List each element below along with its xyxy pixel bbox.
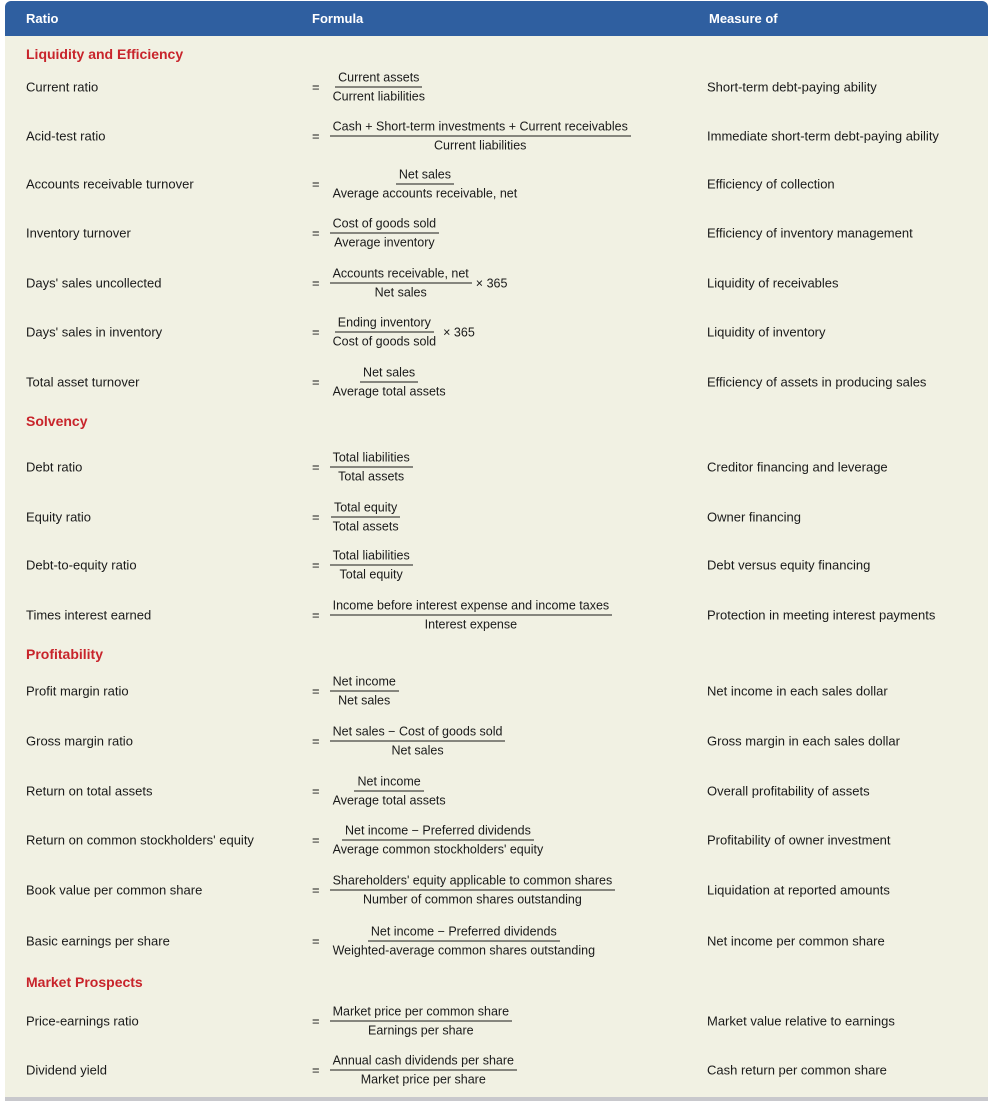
ratio-name: Book value per common share [26,882,203,898]
ratio-table [5,1,988,1097]
formula-denominator: Total equity [339,567,403,582]
table-row [5,591,988,639]
fraction [330,874,616,907]
table-row [5,717,988,765]
formula [312,451,413,484]
formula [312,501,402,534]
equals-sign: = [312,128,320,144]
formula [312,217,439,250]
equals-sign: = [312,324,320,340]
formula [312,366,449,399]
table-row [5,63,988,111]
formula-denominator: Number of common shares outstanding [362,892,582,907]
measure-of: Efficiency of inventory management [707,225,913,241]
formula-numerator: Annual cash dividends per share [330,1054,517,1071]
table-row [5,917,988,965]
fraction [330,675,399,708]
header-formula: Formula [312,11,364,26]
formula-numerator: Ending inventory [335,316,434,333]
measure-of: Liquidity of inventory [707,324,826,340]
table-row [5,667,988,715]
formula-denominator: Net sales [391,743,444,758]
fraction [330,501,402,534]
measure-of: Net income in each sales dollar [707,683,888,699]
formula [312,824,546,857]
ratio-name: Profit margin ratio [26,683,129,699]
formula-numerator: Market price per common share [330,1005,512,1022]
formula-numerator: Net income − Preferred dividends [342,824,534,841]
ratio-name: Accounts receivable turnover [26,176,194,192]
measure-of: Net income per common share [707,933,885,949]
table-header [5,1,988,36]
formula [312,599,612,632]
measure-of: Debt versus equity financing [707,557,871,573]
measure-of: Creditor financing and leverage [707,459,888,475]
fraction [330,217,440,250]
equals-sign: = [312,607,320,623]
ratio-name: Days' sales in inventory [26,324,163,340]
multiplier: × 365 [475,276,508,290]
ratio-name: Debt-to-equity ratio [26,557,137,573]
formula-denominator: Weighted-average common shares outstanding [332,943,596,958]
measure-of: Gross margin in each sales dollar [707,733,900,749]
equals-sign: = [312,509,320,525]
ratio-name: Gross margin ratio [26,733,133,749]
table-bottom-border [5,1097,988,1101]
formula-numerator: Accounts receivable, net [330,267,472,284]
table-row [5,308,988,356]
equals-sign: = [312,79,320,95]
formula [312,1005,512,1038]
ratio-name: Equity ratio [26,509,92,525]
measure-of: Liquidity of receivables [707,275,839,291]
formula [312,675,399,708]
formula-denominator: Cost of goods sold [332,334,437,349]
formula-numerator: Net sales [360,366,418,383]
formula-denominator: Current liabilities [434,138,527,153]
section-heading: Profitability [26,646,104,662]
table-row [5,1046,988,1094]
formula-numerator: Total liabilities [330,549,413,566]
equals-sign: = [312,176,320,192]
fraction [330,451,413,484]
equals-sign: = [312,459,320,475]
formula-denominator: Net sales [338,693,391,708]
fraction [330,725,506,758]
table-row [5,112,988,160]
equals-sign: = [312,1062,320,1078]
formula-numerator: Net income [330,675,399,692]
formula-denominator: Interest expense [424,617,518,632]
formula-numerator: Net income − Preferred dividends [368,925,560,942]
equals-sign: = [312,557,320,573]
measure-of: Liquidation at reported amounts [707,882,890,898]
formula [312,316,475,349]
table-row [5,443,988,491]
fraction [330,549,413,582]
ratio-name: Current ratio [26,79,99,95]
formula [312,1054,517,1087]
formula-denominator: Average total assets [332,384,446,399]
equals-sign: = [312,1013,320,1029]
measure-of: Profitability of owner investment [707,832,891,848]
fraction [330,925,598,958]
formula-denominator: Average common stockholders' equity [332,842,544,857]
equals-sign: = [312,275,320,291]
formula-denominator: Average accounts receivable, net [332,186,518,201]
fraction [330,71,428,104]
ratio-name: Inventory turnover [26,225,131,241]
equals-sign: = [312,832,320,848]
fraction [330,267,472,300]
formula-numerator: Net sales − Cost of goods sold [330,725,506,742]
fraction [330,824,547,857]
fraction [330,599,613,632]
formula-numerator: Net sales [396,168,454,185]
table-row [5,866,988,914]
formula [312,775,449,808]
table-row [5,259,988,307]
formula-denominator: Market price per share [360,1072,486,1087]
fraction [330,1005,512,1038]
formula-denominator: Net sales [374,285,427,300]
measure-of: Owner financing [707,509,801,525]
ratio-name: Return on common stockholders' equity [26,832,254,848]
section-heading: Market Prospects [26,974,143,990]
equals-sign: = [312,374,320,390]
formula-denominator: Total assets [332,519,399,534]
section-heading: Liquidity and Efficiency [26,46,184,62]
formula-numerator: Cost of goods sold [330,217,440,234]
ratio-name: Times interest earned [26,607,152,623]
formula-denominator: Total assets [338,469,405,484]
formula-denominator: Average inventory [334,235,435,250]
formula-denominator: Average total assets [332,793,446,808]
table-row [5,767,988,815]
ratio-name: Return on total assets [26,783,153,799]
formula-numerator: Cash + Short-term investments + Current receivables [330,120,631,137]
header-measure: Measure of [709,11,778,26]
formula-numerator: Shareholders' equity applicable to common shares [330,874,616,891]
fraction [330,316,440,349]
header-ratio: Ratio [26,11,59,26]
measure-of: Cash return per common share [707,1062,887,1078]
equals-sign: = [312,683,320,699]
formula [312,725,505,758]
table-row [5,358,988,406]
formula-numerator: Total equity [331,501,400,518]
formula [312,925,598,958]
ratio-name: Price-earnings ratio [26,1013,139,1029]
measure-of: Protection in meeting interest payments [707,607,936,623]
ratio-name: Dividend yield [26,1062,107,1078]
ratio-name: Days' sales uncollected [26,275,162,291]
formula [312,267,507,300]
measure-of: Overall profitability of assets [707,783,870,799]
section-heading: Solvency [26,413,88,429]
formula [312,71,428,104]
formula-denominator: Current liabilities [332,89,425,104]
ratio-name: Debt ratio [26,459,83,475]
fraction [330,120,631,153]
formula [312,549,413,582]
measure-of: Immediate short-term debt-paying ability [707,128,939,144]
formula-numerator: Income before interest expense and income taxes [330,599,613,616]
formula [312,874,615,907]
formula [312,168,520,201]
equals-sign: = [312,933,320,949]
ratio-name: Total asset turnover [26,374,140,390]
table-row [5,493,988,541]
measure-of: Efficiency of assets in producing sales [707,374,927,390]
ratio-name: Acid-test ratio [26,128,106,144]
table-row [5,997,988,1045]
equals-sign: = [312,733,320,749]
formula-numerator: Current assets [335,71,422,88]
fraction [330,168,521,201]
measure-of: Market value relative to earnings [707,1013,895,1029]
measure-of: Short-term debt-paying ability [707,79,877,95]
equals-sign: = [312,882,320,898]
fraction [330,1054,517,1087]
table-row [5,816,988,864]
formula-numerator: Net income [354,775,423,792]
formula-numerator: Total liabilities [330,451,413,468]
ratio-name: Basic earnings per share [26,933,170,949]
table-row [5,541,988,589]
table-row [5,209,988,257]
measure-of: Efficiency of collection [707,176,835,192]
formula [312,120,631,153]
equals-sign: = [312,225,320,241]
fraction [330,775,449,808]
fraction [330,366,449,399]
formula-denominator: Earnings per share [368,1023,474,1038]
table-row [5,160,988,208]
multiplier: × 365 [443,325,475,339]
equals-sign: = [312,783,320,799]
